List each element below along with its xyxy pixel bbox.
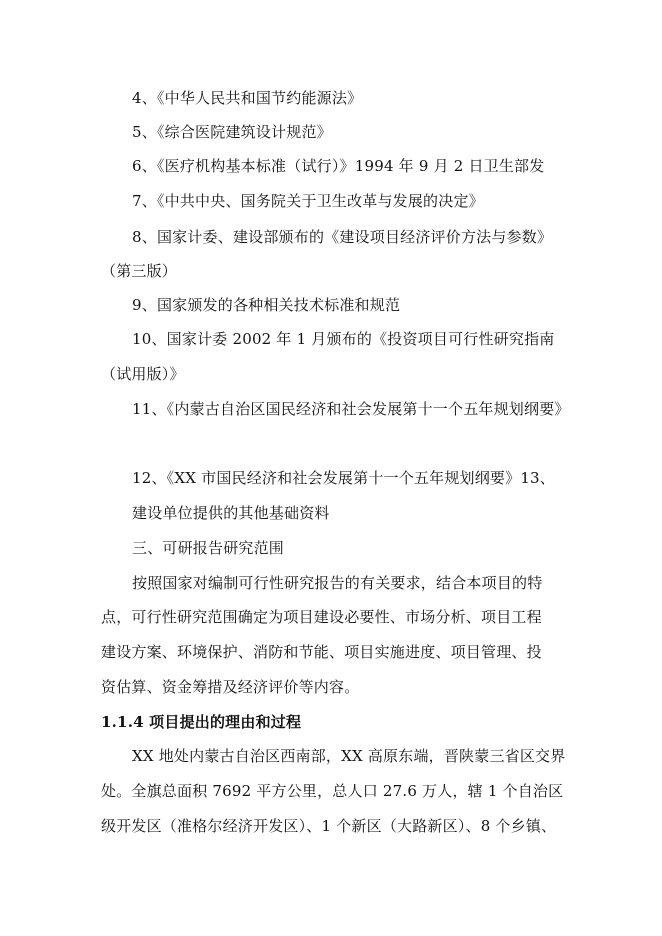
reference-item-7: 7、《中共中央、国务院关于卫生改革与发展的决定》 xyxy=(132,192,484,210)
reference-item-5: 5、《综合医院建筑设计规范》 xyxy=(132,123,332,141)
reference-item-8: 8、国家计委、建设部颁布的《建设项目经济评价方法与参数》 xyxy=(132,228,553,246)
reference-item-11: 11、《内蒙古自治区国民经济和社会发展第十一个五年规划纲要》 xyxy=(132,400,570,418)
paragraph-line: 按照国家对编制可行性研究报告的有关要求，结合本项目的特 xyxy=(132,574,543,592)
paragraph-line: 点，可行性研究范围确定为项目建设必要性、市场分析、项目工程 xyxy=(101,608,542,626)
reference-item-12: 12、《XX 市国民经济和社会发展第十一个五年规划纲要》13、 xyxy=(132,469,556,487)
paragraph-line: 资估算、资金筹措及经济评价等内容。 xyxy=(101,678,360,696)
reference-item-8-continued: （第三版） xyxy=(101,262,178,280)
reference-item-10-continued: （试用版）》 xyxy=(101,365,185,383)
paragraph-line: 处。全旗总面积 7692 平方公里，总人口 27.6 万人，辖 1 个自治区 xyxy=(101,782,564,800)
reference-item-4: 4、《中华人民共和国节约能源法》 xyxy=(132,89,363,107)
reference-item-9: 9、国家颁发的各种相关技术标准和规范 xyxy=(132,296,401,314)
section-title-scope: 三、可研报告研究范围 xyxy=(132,539,285,557)
reference-item-13: 建设单位提供的其他基础资料 xyxy=(132,504,330,522)
paragraph-line: 级开发区（准格尔经济开发区）、1 个新区（大路新区）、8 个乡镇、 xyxy=(101,817,557,835)
reference-item-6: 6、《医疗机构基本标准（试行）》1994 年 9 月 2 日卫生部发 xyxy=(132,157,545,175)
paragraph-line: XX 地处内蒙古自治区西南部，XX 高原东端，晋陕蒙三省区交界 xyxy=(132,747,566,765)
reference-item-10: 10、国家计委 2002 年 1 月颁布的《投资项目可行性研究指南 xyxy=(132,330,555,348)
paragraph-line: 建设方案、环境保护、消防和节能、项目实施进度、项目管理、投 xyxy=(101,643,542,661)
section-heading: 1.1.4 项目提出的理由和过程 xyxy=(101,713,302,731)
